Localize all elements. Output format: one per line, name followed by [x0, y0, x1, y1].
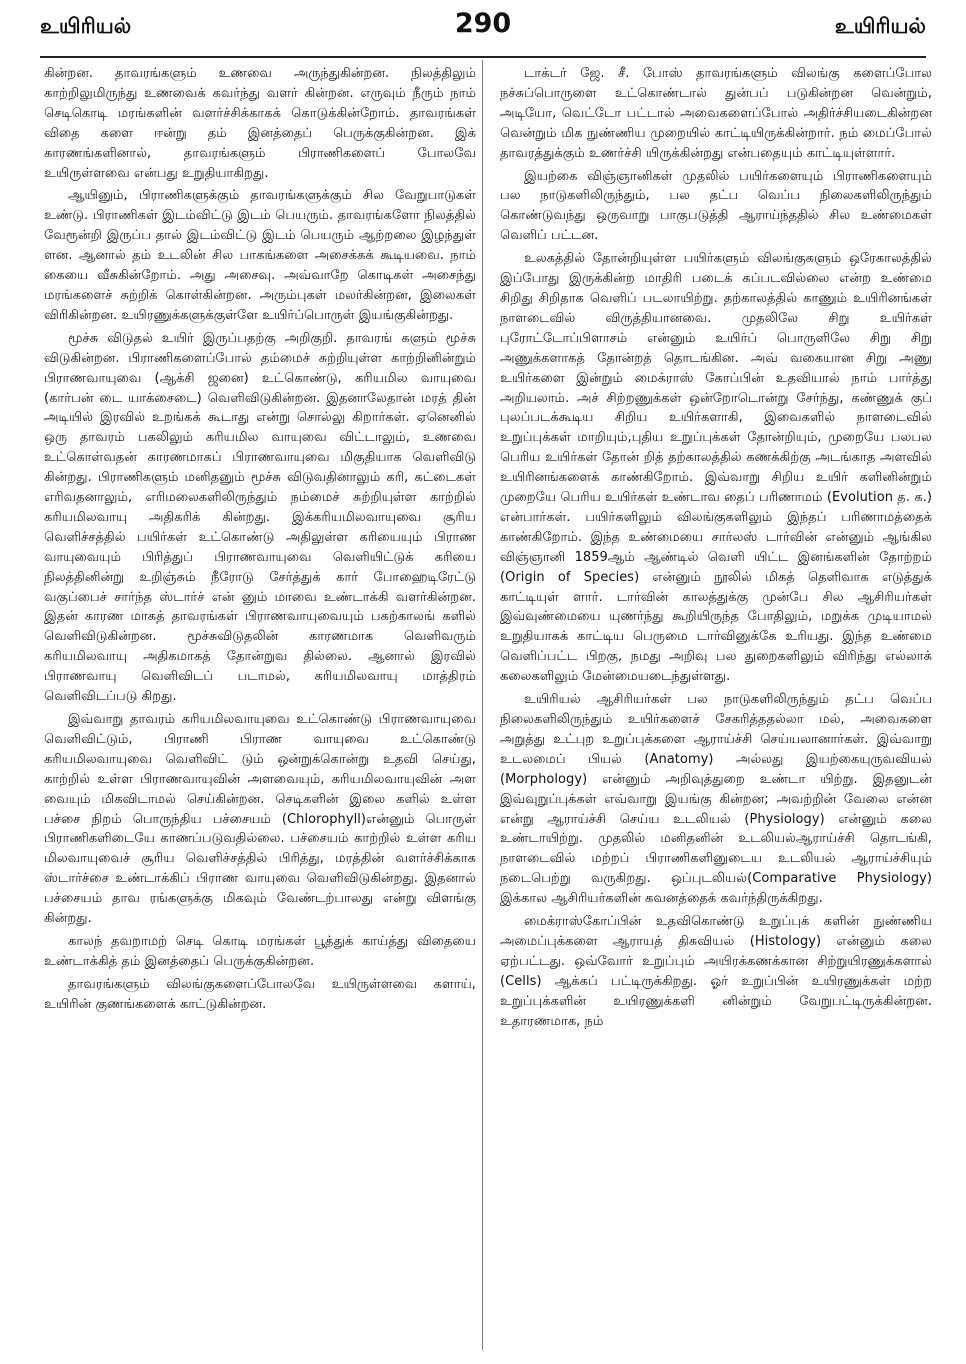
- paragraph: மைக்ராஸ்கோப்பின் உதவிகொண்டு உறுப்புக் களின் நுண்ணிய அமைப்புக்களை ஆராயத் திசுவியல் (Histology) என்னும் கலை ஏற்பட்டது. ஒவ்வோர் உறுப்பும் அயிரக்கணக்கான சிற்றுயிரணுக்களால் (Cells) ஆக்கப் பட்டிருக்கிறது. ஓர் உறுப்பின் உயிரணுக்கள் மற்ற உறுப்புக்களின் உயிரணுக்களி னின்றும் வேறுபட்டிருக்கின்றன. உதாரணமாக, நம்: [500, 914, 932, 1029]
- left-column: [44, 64, 476, 1018]
- page-number: 290: [454, 8, 512, 39]
- column-divider: [482, 60, 483, 1350]
- paragraph: டாக்டர் ஜே. சீ. போஸ் தாவரங்களும் விலங்கு களைப்போல நச்சுப்பொருளை உட்கொண்டால் துன்பப் படுகின்றன வென்றும், அடியோ, வெட்டோ பட்டால் அவைகளைப்போல் அதிர்ச்சியடைகின்றன வென்றும் மிக நுண்ணிய முறையில் காட்டியிருக்கின்றார். நம் மைப்போல் தாவரத்துக்கும் உணர்ச்சி யிருக்கின்றது என்பதையும் காட்டியுள்ளார்.: [500, 66, 932, 161]
- paragraph: ஆயினும், பிராணிகளுக்கும் தாவரங்களுக்கும் சில வேறுபாடுகள் உண்டு. பிராணிகள் இடம்விட்டு இடம் பெயரும். தாவரங்களோ நிலத்தில் வேரூன்றி இருப்ப தால் இடம்விட்டு இடம் பெயரும் ஆற்றலை இழந்துள் ளன. ஆனால் தம் உடலின் சில பாகங்களை அசைக்கக் கூடியவை. நாம் கையை வீசுகின்றோம். அது அசைவு. அவ்வாறே கொடிகள் அசைந்து மரங்களைச் சுற்றிக் கொள்கின்றன. அரும்புகள் மலர்கின்றன, இலைகள் விரிகின்றன. உயிரணுக்களுக்குள்ளே உயிர்ப்பொருள் இயங்குகின்றது.: [44, 188, 476, 323]
- paragraph: கின்றன. தாவரங்களும் உணவை அருந்துகின்றன. நிலத்திலும் காற்றிலுமிருந்து உணவைக் கவர்ந்து வளர் கின்றன. எருவும் நீரும் நாம் செடிகொடி மரங்களின் வளர்ச்சிக்காகக் கொடுக்கின்றோம். தாவரங்கள் விதை களை ஈன்று தம் இனத்தைப் பெருக்குகின்றன. இக் காரணங்களினால், தாவரங்களும் பிராணிகளைப் போலவே உயிருள்ளவை என்பது உறுதியாகிறது.: [44, 66, 476, 181]
- paragraph: தாவரங்களும் விலங்குகளைப்போலவே உயிருள்ளவை களாய், உயிரின் குணங்களைக் காட்டுகின்றன.: [44, 976, 476, 1012]
- running-head-left: உயிரியல்: [40, 14, 132, 38]
- paragraph: இயற்கை விஞ்ஞானிகள் முதலில் பயிர்களையும் பிராணிகளையும் பல நாடுகளிலிருந்தும், பல தட்ப வெப்ப நிலைகளிலிருந்தும் கொண்டுவந்து ஒருவாறு பாகுபடுத்தி ஆராய்ந்ததில் சில உண்மைகள் வெளிப் பட்டன.: [500, 168, 932, 244]
- paragraph: காலந் தவறாமற் செடி கொடி மரங்கள் பூத்துக் காய்த்து விதையை உண்டாக்கித் தம் இனத்தைப் பெருக்குகின்றன.: [44, 933, 476, 969]
- paragraph: உலகத்தில் தோன்றியுள்ள பயிர்களும் விலங்குகளும் ஒரேகாலத்தில் இப்போது இருக்கின்ற மாதிரி படைக் கப்படவில்லை என்ற உண்மை சிறிது சிறிதாக வெளிப் படலாயிற்று. தற்காலத்தில் காணும் உயிரினங்கள் நாளடைவில் விருத்தியானவை. முதலிலே சிறு உயிர்கள் புரோட்டோப்பிளாசம் என்னும் உயிர்ப் பொருளிலே சிறு சிறு அணுக்களாகத் தோன்றத் தொடங்கின. அவ் வகையான சிறு அணு உயிர்களை இன்றும் மைக்ராஸ் கோப்பின் உதவியால் நாம் பார்த்து அறியலாம். அச் சிற்றணுக்கள் ஒன்றோடொன்று சேர்ந்து, கண்ணுக் குப் புலப்படக்கூடிய சிறிய உயிர்களாகி, இவைகளில் நாளடைவில் உறுப்புக்கள் மாறியும்,புதிய உறுப்புக்கள் தோன்றியும், முறையே பலபல பெரிய உயிர்கள் தோன் றித் தற்காலத்தில் கணக்கிற்கு அடங்காத அளவில் உயிரினங்களைக் காண்கிறோம். இவ்வாறு சிறிய உயிர் களினின்றும் முறையே பெரிய உயிர்கள் உண்டாவ தைப் பரிணாமம் (Evolution த. க.) என்பார்கள். பயிர்களிலும் விலங்குகளிலும் இந்தப் பரிணாமத்தைக் காண்கிறோம். இந்த உண்மையை சார்லஸ் டார்வின் என்னும் ஆங்கில விஞ்ஞானி 1859ஆம் ஆண்டில் வெளி யிட்ட இனங்களின் தோற்றம் (Origin of Species) என்னும் நூலில் மிகத் தெளிவாக எடுத்துக் காட்டியுள் ளார். டார்வின் காலத்துக்கு முன்பே சில ஆசிரியர்கள் இவ்வுண்மையை யுணர்ந்து கூறியிருந்த போதிலும், மறுக்க முடியாமல் உறுதியாகக் காட்டிய பெருமை டார்வினுக்கே உரியது. இந்த உண்மை வெளிப்பட்ட பிறகு, நமது அறிவு பல துறைகளிலும் விரிந்து எல்லாக் கலைகளிலும் மேன்மையடைந்துள்ளது.: [500, 251, 932, 685]
- paragraph: உயிரியல் ஆசிரியர்கள் பல நாடுகளிலிருந்தும் தட்ப வெப்ப நிலைகளிலிருந்தும் உயிர்களைச் சேகரித்ததல்லா மல், அவைகளை அறுத்து உட்புற உறுப்புக்களை ஆராய்ச்சி செய்யலானார்கள். இவ்வாறு உடலமைப் பியல் (Anatomy) அல்லது இயற்கையுருவவியல் (Morphology) என்னும் அறிவுத்துறை உண்டா யிற்று. இதனுடன் இவ்வுறுப்புக்கள் எவ்வாறு இயங்கு கின்றன; அவற்றின் வேலை என்ன என்று ஆராய்ச்சி செய்ய உடலியல் (Physiology) என்னும் கலை உண்டாயிற்று. முதலில் மனிதனின் உடலியல்ஆராய்ச்சி தொடங்கி, நாளடைவில் மற்றப் பிராணிகளினுடைய உடலியல் ஆராய்ச்சியும் நடைபெற்று வருகிறது. ஒப்புடலியல்(Comparative Physiology) இக்கால ஆசிரியர்களின் கவனத்தைக் கவர்ந்திருக்கிறது.: [500, 692, 932, 907]
- page-header: [40, 8, 926, 48]
- header-rule: [40, 56, 926, 58]
- right-column: [500, 64, 932, 1035]
- paragraph: இவ்வாறு தாவரம் கரியமிலவாயுவை உட்கொண்டு பிராணவாயுவை வெளிவிட்டும், பிராணி பிராண வாயுவை உட்கொண்டு கரியமிலவாயுவை வெளிவிட் டும் ஒன்றுக்கொன்று உதவி செய்து, காற்றில் உள்ள பிராணவாயுவின் அளவையும், கரியமிலவாயுவின் அள வையும் மிகவிடாமல் செய்கின்றன. செடிகளின் இலை களில் உள்ள பச்சை நிறம் பொருந்திய பச்சையம் (Chlorophyll)என்னும் பொருள் பிராணிகளிடையே காணப்படுவதில்லை. பச்சையம் காற்றில் உள்ள கரிய மிலவாயுவைச் சூரிய வெளிச்சத்தில் பிரித்து, மரத்தின் வளர்ச்சிக்காக ஸ்டார்ச்சை உண்டாக்கிப் பிராண வாயுவை வெளிவிடுகின்றது. இதனால் பச்சையம் தாவ ரங்களுக்கு மிகவும் வேண்டற்பாலது என்று விளங்கு கின்றது.: [44, 712, 476, 927]
- running-head-right: உயிரியல்: [834, 14, 926, 38]
- paragraph: மூச்சு விடுதல் உயிர் இருப்பதற்கு அறிகுறி. தாவரங் களும் மூச்சு விடுகின்றன. பிராணிகளைப்போல் தம்மைச் சுற்றியுள்ள காற்றினின்றும் பிராணவாயுவை (ஆக்சி ஜனை) உட்கொண்டு, கரியமில வாயுவை (கார்பன் டை யாக்சைடை) வெளிவிடுகின்றன. இதனாலேதான் மரத் தின் அடியில் இரவில் உறங்கக் கூடாது என்று சொல்லு கிறார்கள். ஏனெனில் ஒரு தாவரம் பகலிலும் கரியமில வாயுவை விட்டாலும், உணவை உட்கொள்வதன் காரணமாகப் பிராணவாயுவை மிகுதியாக வெளிவிடு கின்றது. பிராணிகளும் மனிதனும் மூச்சு விடுவதினாலும் கரி, கட்டைகள் எரிவதனாலும், எரிமலைகளிலிருந்தும் நம்மைச் சுற்றியுள்ள காற்றில் கரியமிலவாயு அதிகரிக் கின்றது. இக்கரியமிலவாயுவை சூரிய வெளிச்சத்தில் பயிர்கள் உட்கொண்டு அதிலுள்ள கரியையும் பிராண வாயுவையும் பிரித்துப் பிராணவாயுவை வெளியிட்டுக் கரியை நிலத்தினின்று உறிஞ்சும் நீரோடு சேர்த்துக் கார் போஹைடிரேட்டு வகுப்பைச் சார்ந்த ஸ்டார்ச் என் னும் மாவை உண்டாக்கி வளர்கின்றன. இதன் காரண மாகத் தாவரங்கள் பிராணவாயுவையும் பகற்காலங் களில் வெளிவிடுகின்றன. மூச்சுவிடுதலின் காரணமாக வெளிவரும் கரியமிலவாயு அதிகமாகத் தோன்றுவ தில்லை. ஆனால் இரவில் பிராணவாயு வெளிவிடப் படாமல், கரியமிலவாயு மாத்திரம் வெளிவிடப்படு கிறது.: [44, 330, 476, 705]
